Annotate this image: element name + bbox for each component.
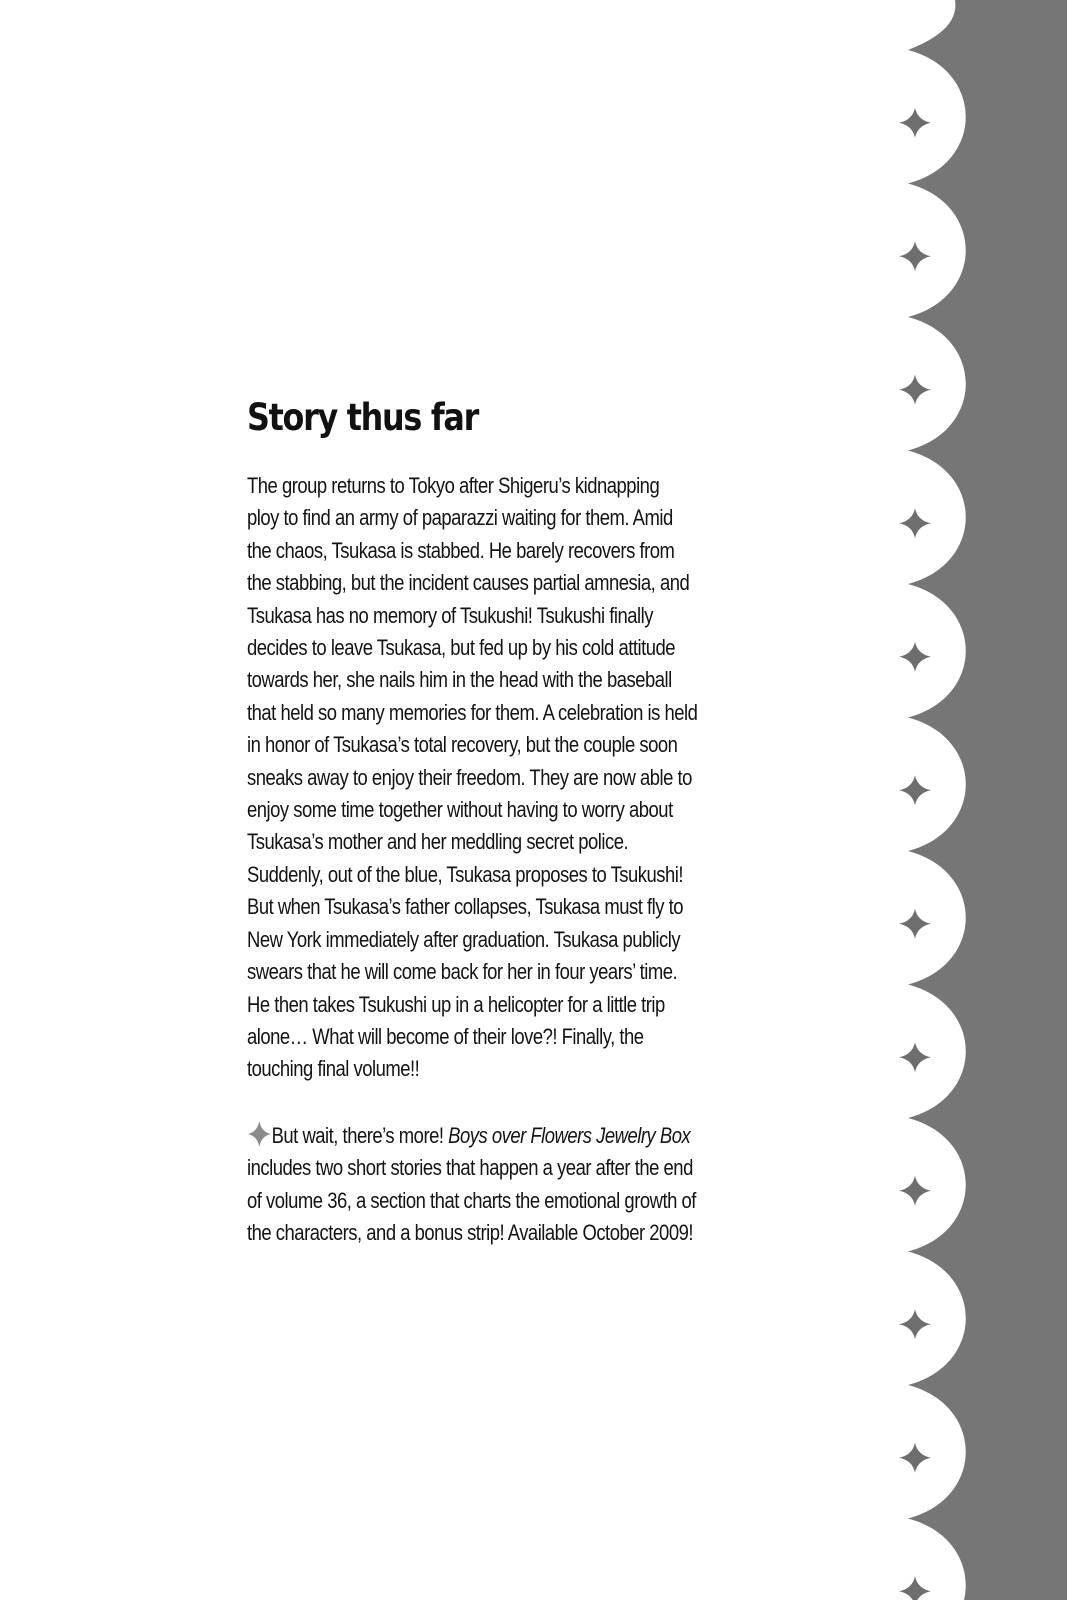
summary-line: Tsukasa’s mother and her meddling secret police.	[247, 829, 629, 855]
summary-line: the stabbing, but the incident causes partial amnesia, and	[247, 570, 690, 596]
scalloped-border	[890, 0, 1067, 1600]
announcement-lead: But wait, there’s more!	[271, 1122, 449, 1148]
summary-line: towards her, she nails him in the head with the baseball	[247, 667, 672, 693]
four-point-star-icon	[899, 241, 931, 271]
summary-paragraph	[247, 470, 747, 1086]
announcement-line: includes two short stories that happen a year after the end	[247, 1155, 693, 1181]
summary-line: New York immediately after graduation. Tsukasa publicly	[247, 926, 681, 952]
announcement-first-line	[247, 1120, 747, 1152]
announcement-paragraph	[247, 1120, 747, 1250]
summary-line: that held so many memories for them. A celebration is held	[247, 699, 698, 725]
summary-line: He then takes Tsukushi up in a helicopter for a little trip	[247, 991, 665, 1017]
announcement-line: the characters, and a bonus strip! Available October 2009!	[247, 1219, 694, 1245]
four-point-star-icon	[899, 642, 931, 672]
four-point-star-icon	[899, 1576, 931, 1600]
story-summary-section	[247, 396, 757, 1249]
summary-line: Suddenly, out of the blue, Tsukasa proposes to Tsukushi!	[247, 861, 684, 887]
summary-line: alone… What will become of their love?! Finally, the	[247, 1023, 644, 1049]
summary-line: decides to leave Tsukasa, but fed up by his cold attitude	[247, 635, 676, 661]
summary-line: The group returns to Tokyo after Shigeru’s kidnapping	[247, 473, 660, 498]
summary-line: sneaks away to enjoy their freedom. They are now able to	[247, 764, 692, 790]
book-title: Boys over Flowers Jewelry Box	[448, 1122, 691, 1148]
four-point-star-icon	[899, 1176, 931, 1206]
four-point-star-icon	[899, 1443, 931, 1473]
four-point-star-icon	[899, 508, 931, 538]
summary-line: in honor of Tsukasa’s total recovery, but the couple soon	[247, 732, 678, 758]
page-title: Story thus far	[247, 396, 478, 439]
four-point-star-icon	[899, 909, 931, 939]
four-point-star-icon	[899, 375, 931, 405]
gray-border-band	[908, 0, 1067, 1600]
summary-line: the chaos, Tsukasa is stabbed. He barely recovers from	[247, 537, 675, 563]
summary-line: touching final volume!!	[247, 1056, 420, 1082]
four-point-star-icon	[899, 1042, 931, 1072]
summary-line: But when Tsukasa’s father collapses, Tsukasa must fly to	[247, 894, 683, 920]
summary-line: enjoy some time together without having to worry about	[247, 797, 673, 823]
four-point-star-icon	[899, 775, 931, 805]
announcement-line: of volume 36, a section that charts the emotional growth of	[247, 1187, 696, 1213]
four-point-star-icon	[899, 1309, 931, 1339]
summary-line: Tsukasa has no memory of Tsukushi! Tsukushi finally	[247, 602, 653, 628]
summary-line: swears that he will come back for her in four years’ time.	[247, 959, 678, 985]
four-point-star-icon	[899, 108, 931, 138]
four-point-star-icon	[247, 1120, 272, 1148]
summary-line: ploy to find an army of paparazzi waiting for them. Amid	[247, 505, 673, 531]
